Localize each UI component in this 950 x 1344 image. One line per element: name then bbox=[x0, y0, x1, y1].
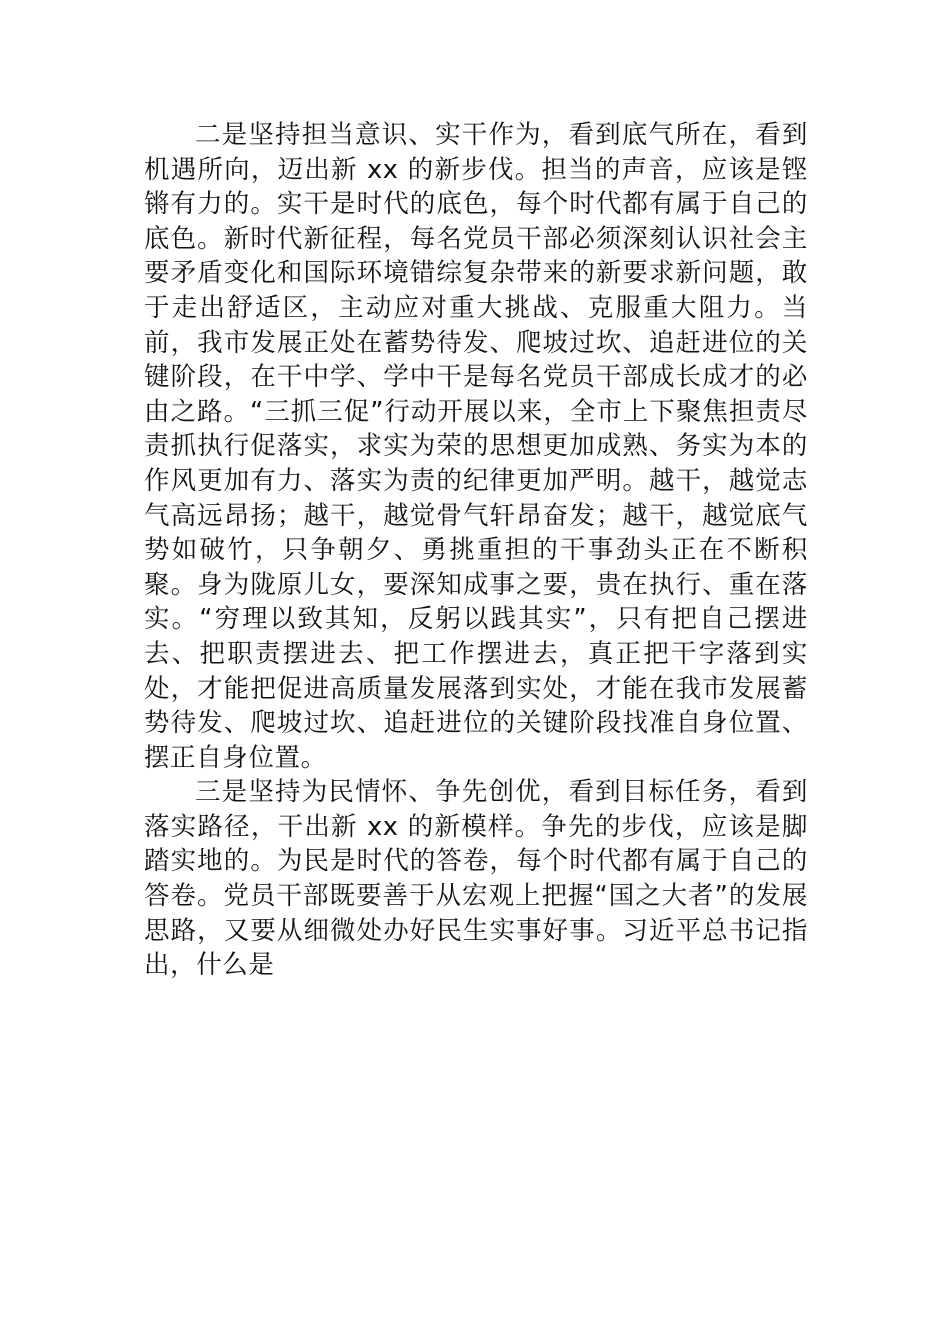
document-body bbox=[144, 118, 808, 983]
paragraph-3: 三是坚持为民情怀、争先创优，看到目标任务，看到落实路径，干出新 xx 的新模样。争先的步伐，应该是脚踏实地的。为民是时代的答卷，每个时代都有属于自己的答卷。党员干部既要善于从宏观上把握“国之大者”的发展思路，又要从细微处办好民生实事好事。习近平总书记指出，什么是 bbox=[144, 777, 808, 981]
paragraph-2: 二是坚持担当意识、实干作为，看到底气所在，看到机遇所向，迈出新 xx 的新步伐。担当的声音，应该是铿锵有力的。实干是时代的底色，每个时代都有属于自己的底色。新时代新征程，每名党员干部必须深刻认识社会主要矛盾变化和国际环境错综复杂带来的新要求新问题，敢于走出舒适区，主动应对重大挑战、克服重大阻力。当前，我市发展正处在蓄势待发、爬坡过坎、追赶进位的关键阶段，在干中学、学中干是每名党员干部成长成才的必由之路。“三抓三促”行动开展以来，全市上下聚焦担责尽责抓执行促落实，求实为荣的思想更加成熟、务实为本的作风更加有力、落实为责的纪律更加严明。越干，越觉志气高远昂扬；越干，越觉骨气轩昂奋发；越干，越觉底气势如破竹，只争朝夕、勇挑重担的干事劲头正在不断积聚。身为陇原儿女，要深知成事之要，贵在执行、重在落实。“穷理以致其知，反躬以践其实”，只有把自己摆进去、把职责摆进去、把工作摆进去，真正把干字落到实处，才能把促进高质量发展落到实处，才能在我市发展蓄势待发、爬坡过坎、追赶进位的关键阶段找准自身位置、摆正自身位置。 bbox=[144, 120, 808, 773]
